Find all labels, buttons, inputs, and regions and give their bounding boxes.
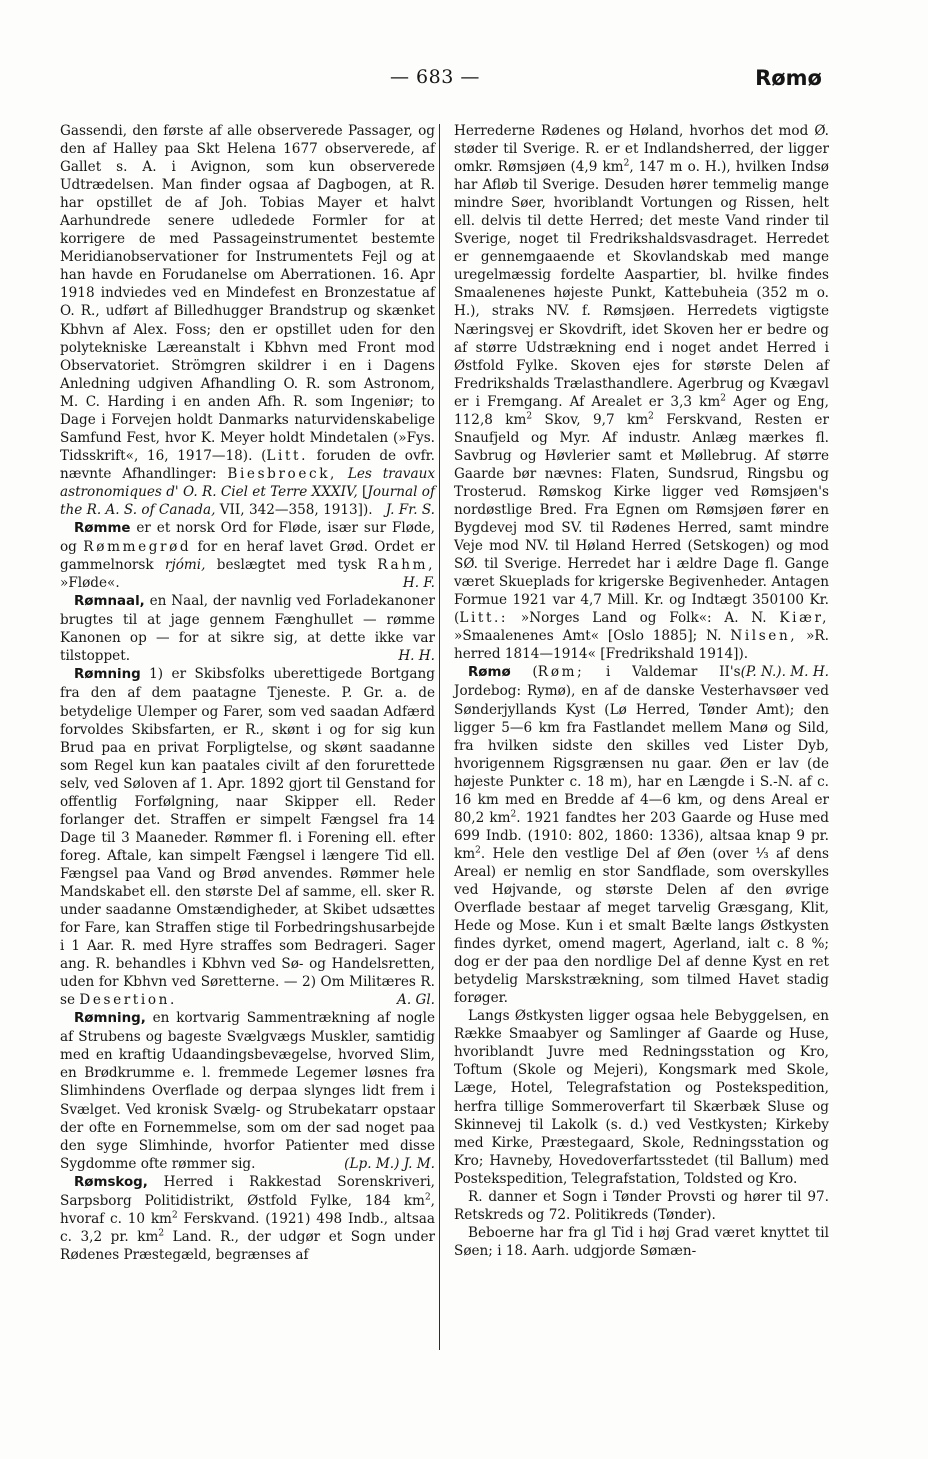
entry-romnaal [60, 592, 435, 665]
superscript: 2 [526, 411, 533, 422]
author-name: Kiær, [779, 610, 829, 627]
litt-label: Litt.: [459, 610, 509, 627]
author-name: Nilsen, [730, 628, 798, 645]
spaced-term: Rømmegrød [83, 539, 192, 556]
text: Herred i Rakkestad Sorenskriveri, Sarpsborg Politidistrikt, Østfold Fylke, 184 km [60, 1173, 435, 1209]
page-header [0, 66, 928, 96]
text: , 147 m o. H.), hvilken Indsø har Afløb til Sverige. Desuden hører temmelig mange mindre Søer, hvoriblandt Vortungen og Rissen, helt ell. delvis til dette Herred; det meste Vand rinder til Sverige, noget til Fredrikshaldsvasdraget. Herredet er gennemgaaende et Skovlandskab med mange uregelmæssig fordelte Aaspartier, bl. hvilke findes Smaalenenes højeste Punkt, Kattebuheia (352 m o. H.), straks NV. f. Rømsjøen. Herredets vigtigste Næringsvej er Skovdrift, idet Skoven her er bedre og af større Udstrækning end i noget andet Herred i Østfold Fylke. Skoven ejes for største Delen af Fredrikshalds Trælasthandlere. Agerbrug og Kvægavl er i Fremgang. Af Arealet er 3,3 km [454, 159, 829, 410]
superscript: 2 [424, 1192, 431, 1203]
text: ( [510, 664, 538, 681]
text: Skov, 9,7 km [532, 411, 649, 428]
superscript: 2 [720, 393, 727, 404]
text: Ferskvand, Resten er Snaufjeld og Myr. Af industr. Anlæg mærkes fl. Savbrug og Høvlerier samt et Møllebrug. Af større Gaarde bør nævnes: Flaten, Sundsrud, Ringsbu og Trosterud. Rømskog Kirke ligger ved Rømsjøen's nordøstlige Bred. Fra Egnen om Rømsjøen fører en Bygdevej mod SV. til Rødenes Herred, samt mindre Veje mod NV. til Høland Herred (Setskogen) og mod SØ. til Sverige. Herredet har i ældre Dage fl. Gange været Skueplads for krigerske Begivenheder. Antagen Formue 1921 var 4,7 Mill. Kr. og Indtægt 350100 Kr. ( [454, 411, 829, 627]
signature: A. Gl. [397, 992, 435, 1009]
text: foruden de ovfr. nævnte Afhandlinger: [60, 447, 435, 482]
text: Ager og Eng, 112,8 km [454, 393, 829, 428]
text: Ferskvand. (1921) 498 Indb., altsaa c. 3,2 pr. km [60, 1210, 436, 1245]
signature: J. Fr. S. [385, 501, 435, 518]
text: beslægtet med tysk [205, 557, 378, 574]
text: Langs Østkysten ligger ogsaa hele Bebyggelsen, en Række Smaabyer og Samlinger af Gaarde og Huse, hvoriblandt Juvre med Redningsstation og Kro, Toftum (Skole og Mejeri), Kongsmark med Skole, Læge, Hotel, Telegrafstation og Postekspedition, herfra tillige Sommeroverfart til Skærbæk Sluse og Skinnevej til Lakolk (s. d.) ved Vestkysten; Kirkeby med Kirke, Præstegaard, Skole, Redningsstation og Kro; Havneby, Hovedoverfartsstedet (til Ballum) med Postekspedition, Telegrafstation, Toldsted og Kro. [454, 1008, 829, 1187]
litt-label: Litt. [266, 447, 308, 464]
right-column [454, 122, 829, 1260]
entry-romning-1 [60, 665, 435, 1009]
italic-term: rjómi, [164, 557, 206, 574]
work-title: Les travaux astronomiques d' O. R. Ciel et Terre XXXIV, [60, 465, 435, 500]
entry-romo [454, 663, 829, 1007]
text: . Hele den vestlige Del af Øen (over ⅓ af dens Areal) er nemlig en stor Sandflade, som overskylles ved Højvande, og største Delen af den øvrige Overflade bestaar af meget tarvelig Græsgang, Klit, Hede og Mose. Kun i et smalt Bælte langs Østkysten findes dyrket, omend magert, Agerland, ialt c. 8 %; dog er der paa den nordlige Del af denne Kyst en ret betydelig Marskstrækning, som tilmed Havet stadig forøger. [454, 845, 829, 1007]
text: R. danner et Sogn i Tønder Provsti og hører til 97. Retskreds og 72. Politikreds (Tønder). [454, 1188, 829, 1223]
paragraph-settlement [454, 1007, 829, 1187]
text: Land. R., der udgør et Sogn under Rødenes Præstegæld, begrænses af [60, 1228, 436, 1263]
page-number: — 683 — [390, 66, 480, 88]
text: »R. herred 1814—1914« [Fredrikshald 1914]). [454, 628, 829, 663]
text: Herrederne Rødenes og Høland, hvorhos det mod Ø. støder til Sverige. R. er et Indlandsherred, der ligger omkr. Rømsjøen (4,9 km [454, 123, 829, 176]
text: »Fløde«. [60, 575, 120, 592]
headword: Rømme [74, 521, 131, 537]
text: Beboerne har fra gl Tid i høj Grad været knyttet til Søen; i 18. Aarh. udgjorde Sømæn- [454, 1224, 829, 1259]
spaced-term: Desertion. [79, 992, 177, 1009]
text: Gassendi, den første af alle observerede Passager, og den af Halley paa Skt Helena 1677 observerede, af Gallet s. A. i Avignon, som kun observerede Udtrædelsen. Man finder ogsaa af Dagbogen, at R. har opstillet de af Joh. Tobias Mayer et halvt Aarhundrede senere udledede Formler for at korrigere de med Passageinstrumentet bestemte Meridianobservationer for Instrumentets Fejl og at han havde en Forudanelse om Aberrationen. 16. Apr 1918 indviedes ved en Mindefest en Bronzestatue af O. R., udført af Billedhugger Brandstrup og skænket Kbhvn af Alex. Foss; den er opstillet uden for den polytekniske Læreanstalt i Kbhvn med Front mod Observatoriet. Strömgren skildrer i en i Dagens Anledning udgiven Afhandling O. R. som Astronom, M. C. Harding i en anden Afh. R. som Ingeniør; to Dage i Forvejen holdt Danmarks naturvidenskabelige Samfund Fest, hvor K. Meyer holdt Mindetalen (»Fys. Tidsskrift«, 16, 1917—18). ( [60, 123, 435, 464]
text: er et norsk Ord for Fløde, især sur Fløde, og [60, 520, 435, 556]
signature: (P. N.). M. H. [740, 664, 829, 681]
text: [ [357, 483, 368, 500]
column-rule [439, 124, 440, 1350]
entry-romme [60, 519, 435, 592]
text: , hvoraf c. 10 km [60, 1192, 435, 1227]
entry-romskog [60, 1173, 435, 1264]
headword: Rømnaal, [74, 594, 145, 610]
headword: Rømø [468, 665, 511, 681]
entry-romer-continuation [60, 122, 435, 519]
text: . 1921 fandtes her 203 Gaarde og Huse med 699 Indb. (1910: 802, 1860: 1336), altsaa knap 9 pr. km [454, 809, 829, 862]
signature: H. H. [398, 648, 435, 665]
entry-romning-2 [60, 1009, 435, 1172]
text: en kortvarig Sammentrækning af nogle af Strubens og bageste Svælgvægs Muskler, samtidig med en kraftig Udaandingsbevægelse, hvorved Slim, en Brødkrumme e. l. fremmede Legemer løsnes fra Slimhindens Overflade og derpaa slynges lidt frem i Svælget. Ved kronisk Svælg- og Strubekatarr opstaar der ofte en Fornemmelse, som om der sad noget paa den syge Slimhinde, hvorfor Patienter med disse Sygdomme ofte rømmer sig. [60, 1010, 435, 1172]
text: 1) er Skibsfolks uberettigede Bortgang fra den af dem paatagne Tjeneste. P. Gr. a. de betydelige Ulemper og Farer, som ved saadan Adfærd forvoldes Skibsfarten, er R., skønt i og for sig kun Brud paa en privat Forpligtelse, og skønt saadanne som Regel kun kan paatales civilt af den forurettede selv, ved Søloven af 1. Apr. 1892 gjort til Genstand for offentlig Forfølgning, naar Skipper ell. Reder forlanger det. Straffen er simpelt Fængsel fra 14 Dage til 3 Maaneder. Rømmer fl. i Forening ell. efter foreg. Aftale, kan simpelt Fængsel i længere Tid ell. Fængsel paa Vand og Brød anvendes. Rømmer hele Mandskabet ell. den største Del af samme, ell. sker R. under saadanne Omstændigheder, at Skibet udsættes for Fare, kan Straffen stige til Forbedringshusarbejde i 1 Aar. R. med Hyre straffes som Bedrageri. Sager ang. R. behandles i Kbhvn ved Sø- og Handelsretten, uden for Kbhvn ved Søretterne. — 2) Om Militæres R. se [60, 666, 435, 1009]
paragraph-parish [454, 1188, 829, 1224]
headword: Rømning, [74, 1011, 146, 1027]
spaced-term: Røm; [537, 664, 585, 681]
superscript: 2 [158, 1228, 165, 1239]
superscript: 2 [510, 809, 517, 820]
journal-title: Journal of the R. A. S. of Canada, [60, 483, 436, 518]
author-name: Biesbroeck, [227, 465, 337, 482]
paragraph-inhabitants [454, 1224, 829, 1260]
left-column [60, 122, 435, 1264]
superscript: 2 [475, 845, 481, 856]
signature: H. F. [402, 575, 435, 592]
text: i Valdemar II's Jordebog: Rymø), en af de danske Vesterhavsøer ved Sønderjyllands Kyst (Lø Herred, Tønder Amt); den ligger 5—6 km fra Fastlandet mellem Manø og Sild, fra hvilken sidste den skilles ved Lister Dyb, hvorigennem Rigsgrænsen nu gaar. Øen er lav (de højeste Punkter c. 18 m), har en Længde i S.-N. af c. 16 km med en Bredde af 4—6 km, og dens Areal er 80,2 km [454, 664, 829, 826]
headword: Rømskog, [74, 1174, 148, 1190]
text: en Naal, der navnlig ved Forladekanoner brugtes til at jage gennem Fænghullet — rømme Kanonen op — for at sikre sig, at dette ikke var tilstoppet. [60, 593, 435, 665]
text: for en heraf lavet Grød. Ordet er gammelnorsk [60, 539, 435, 574]
superscript: 2 [623, 158, 630, 169]
running-head: Rømø [755, 66, 822, 90]
spaced-term: Rahm, [377, 557, 435, 574]
superscript: 2 [171, 1210, 178, 1221]
text: »Norges Land og Folk«: A. N. [508, 610, 780, 627]
signature: (Lp. M.) J. M. [344, 1155, 435, 1172]
headword: Rømning [74, 667, 141, 683]
text: VII, 342—358, 1913]). [215, 501, 373, 518]
text: »Smaalenenes Amt« [Oslo 1885]; N. [454, 628, 731, 645]
superscript: 2 [648, 411, 654, 422]
